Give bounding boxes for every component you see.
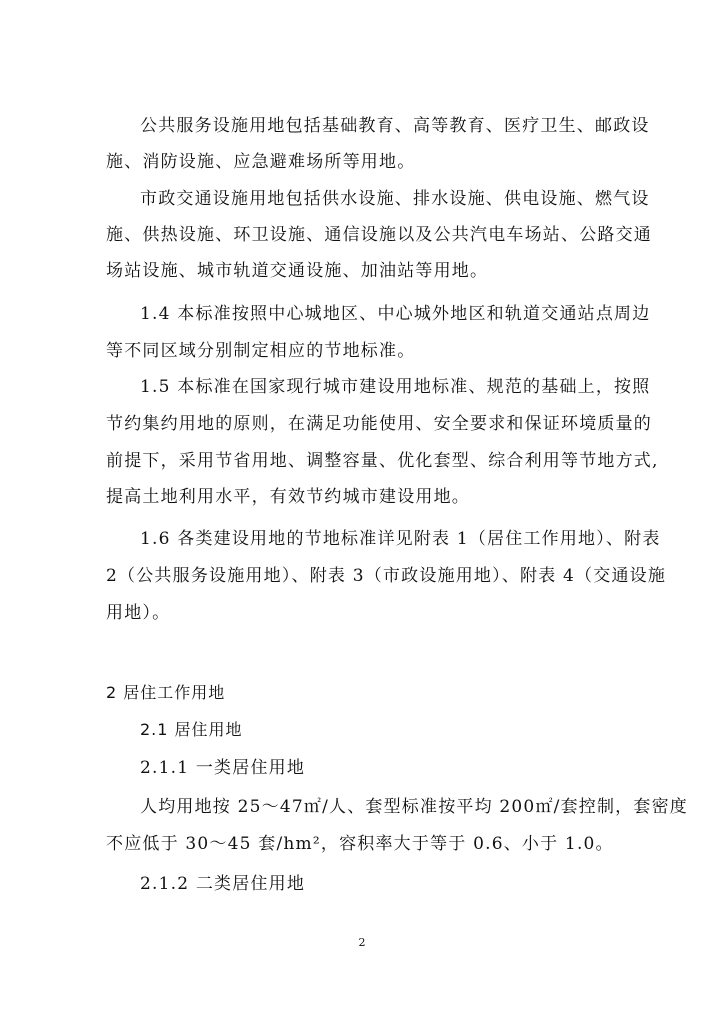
paragraph-line: 节约集约用地的原则，在满足功能使用、安全要求和保证环境质量的: [106, 414, 652, 434]
paragraph-line: 公共服务设施用地包括基础教育、高等教育、医疗卫生、邮政设: [140, 116, 650, 136]
paragraph-line: 用地）。: [106, 603, 171, 623]
page-number: 2: [358, 936, 366, 949]
paragraph-line: 场站设施、城市轨道交通设施、加油站等用地。: [106, 261, 489, 281]
subsection-heading: 2.1 居住用地: [140, 720, 243, 739]
paragraph-line: 施、消防设施、应急避难场所等用地。: [106, 152, 416, 172]
paragraph-line: 不应低于 30～45 套/hm²，容积率大于等于 0.6、小于 1.0。: [106, 834, 614, 854]
paragraph-line: 2（公共服务设施用地）、附表 3（市政设施用地）、附表 4（交通设施: [106, 566, 667, 586]
paragraph-line: 提高土地利用水平，有效节约城市建设用地。: [106, 487, 470, 507]
paragraph-line: 等不同区域分别制定相应的节地标准。: [106, 341, 416, 361]
sub-subsection-heading: 2.1.1 一类居住用地: [140, 758, 306, 778]
paragraph-line: 施、供热设施、环卫设施、通信设施以及公共汽电车场站、公路交通: [106, 225, 652, 245]
paragraph-line: 人均用地按 25～47㎡/人、套型标准按平均 200㎡/套控制，套密度: [140, 797, 688, 817]
paragraph-line: 前提下，采用节省用地、调整容量、优化套型、综合利用等节地方式,: [106, 451, 659, 471]
section-heading: 2 居住工作用地: [106, 683, 226, 702]
paragraph-line: 1.4 本标准按照中心城地区、中心城外地区和轨道交通站点周边: [140, 304, 651, 324]
sub-subsection-heading: 2.1.2 二类居住用地: [140, 874, 306, 894]
paragraph-line: 市政交通设施用地包括供水设施、排水设施、供电设施、燃气设: [140, 189, 650, 209]
paragraph-line: 1.5 本标准在国家现行城市建设用地标准、规范的基础上，按照: [140, 377, 651, 397]
paragraph-line: 1.6 各类建设用地的节地标准详见附表 1（居住工作用地）、附表: [140, 529, 661, 549]
